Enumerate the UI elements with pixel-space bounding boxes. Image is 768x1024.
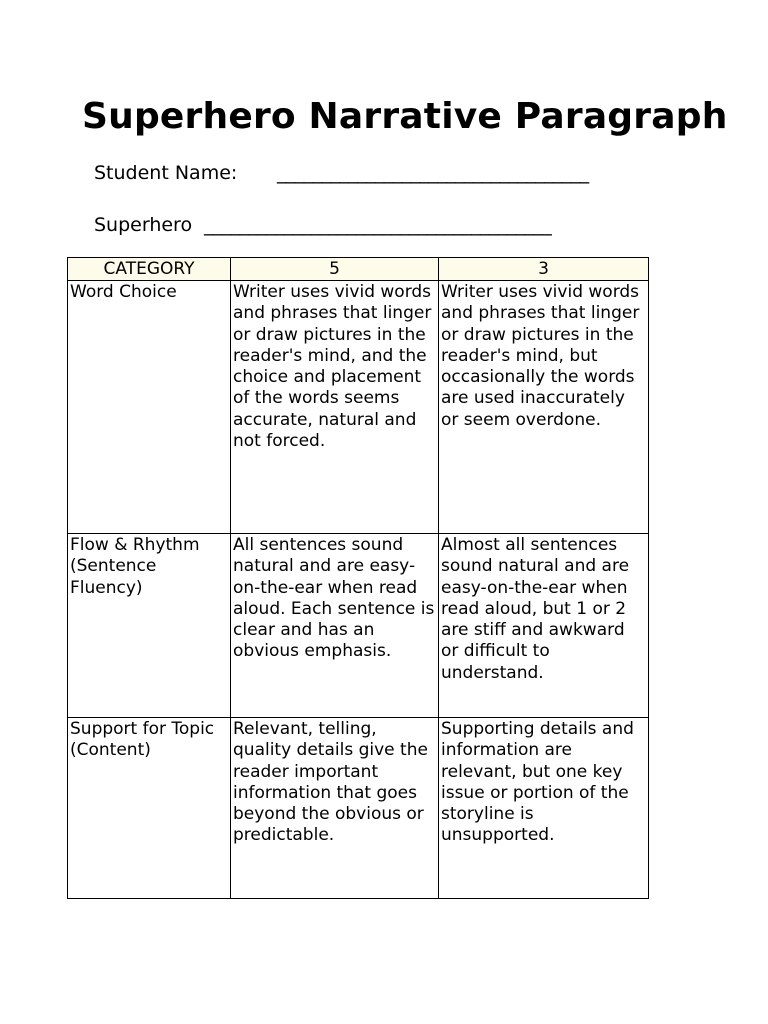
student-name-label: Student Name: bbox=[94, 162, 238, 184]
score-5-cell: All sentences sound natural and are easy-on-the-ear when read aloud. Each sentence is clear and has an obvious emphasis. bbox=[231, 534, 439, 718]
superhero-label: Superhero bbox=[94, 214, 193, 236]
table-row-flow-rhythm bbox=[68, 534, 649, 718]
header-score-5: 5 bbox=[231, 258, 439, 281]
table-header-row bbox=[68, 258, 649, 281]
score-3-cell: Writer uses vivid words and phrases that linger or draw pictures in the reader's mind, but occasionally the words are used inaccurately or seem overdone. bbox=[439, 281, 649, 534]
category-cell: Flow & Rhythm (Sentence Fluency) bbox=[68, 534, 231, 718]
page-title: Superhero Narrative Paragraph bbox=[82, 96, 728, 137]
table-row-word-choice bbox=[68, 281, 649, 534]
score-5-cell: Writer uses vivid words and phrases that linger or draw pictures in the reader's mind, and the choice and placement of the words seems accurate, natural and not forced. bbox=[231, 281, 439, 534]
category-cell: Support for Topic (Content) bbox=[68, 718, 231, 899]
category-cell: Word Choice bbox=[68, 281, 231, 534]
score-5-cell: Relevant, telling, quality details give the reader important information that goes beyond the obvious or predictable. bbox=[231, 718, 439, 899]
student-name-blank: ___________________________________ bbox=[277, 162, 589, 184]
header-category: CATEGORY bbox=[68, 258, 231, 281]
table-row-support-topic bbox=[68, 718, 649, 899]
score-3-cell: Supporting details and information are relevant, but one key issue or portion of the storyline is unsupported. bbox=[439, 718, 649, 899]
header-score-3: 3 bbox=[439, 258, 649, 281]
superhero-blank: _______________________________________ bbox=[204, 214, 552, 236]
rubric-table bbox=[67, 257, 649, 899]
score-3-cell: Almost all sentences sound natural and are easy-on-the-ear when read aloud, but 1 or 2 are stiff and awkward or difficult to understand. bbox=[439, 534, 649, 718]
